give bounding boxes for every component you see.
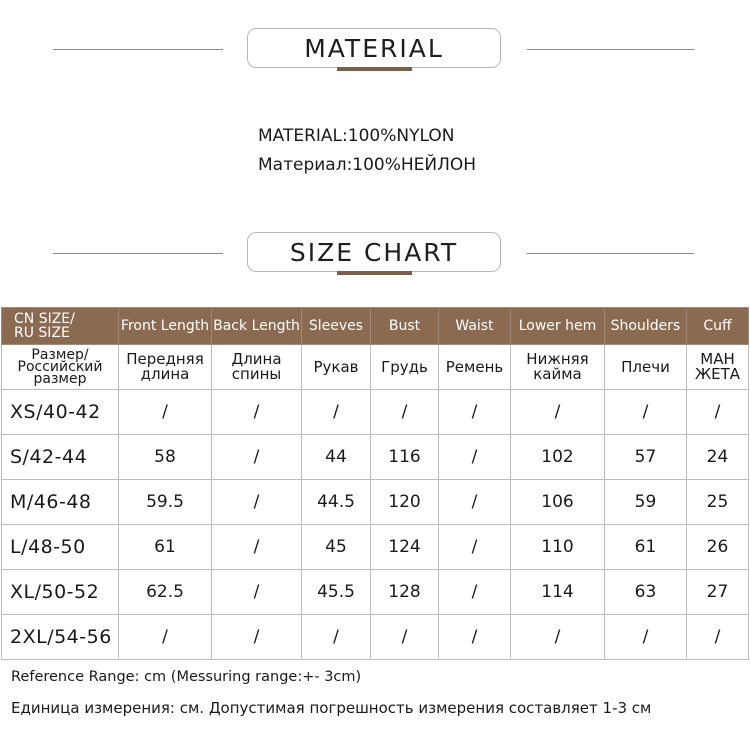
measurement-cell: 25 (687, 480, 749, 525)
size-chart-table (1, 307, 749, 660)
column-header: Bust (371, 308, 439, 345)
measurement-cell: 27 (687, 570, 749, 615)
measurement-cell: / (687, 390, 749, 435)
measurement-cell: / (212, 615, 302, 660)
table-row (2, 615, 749, 660)
column-header-ru: Размер/ Российский размер (2, 345, 119, 390)
table-row (2, 525, 749, 570)
measurement-cell: 114 (511, 570, 605, 615)
measurement-cell: 106 (511, 480, 605, 525)
material-label: Материал: (258, 155, 353, 175)
column-header: Front Length (119, 308, 212, 345)
measurement-cell: 45 (302, 525, 371, 570)
column-header-ru: Грудь (371, 345, 439, 390)
measurement-cell: 57 (605, 435, 687, 480)
header-divider-right (527, 49, 694, 50)
title-accent-bar (337, 271, 412, 275)
material-label: MATERIAL: (258, 126, 348, 146)
header-divider-left (53, 253, 223, 254)
measurement-cell: 45.5 (302, 570, 371, 615)
column-header-ru: Нижняя кайма (511, 345, 605, 390)
column-header: Cuff (687, 308, 749, 345)
column-header: Shoulders (605, 308, 687, 345)
measurement-cell: / (212, 480, 302, 525)
header-divider-right (527, 253, 694, 254)
measurement-cell: 128 (371, 570, 439, 615)
column-header-ru: Передняя длина (119, 345, 212, 390)
measurement-cell: / (605, 390, 687, 435)
measurement-cell: / (687, 615, 749, 660)
column-header-ru: МАН ЖЕТА (687, 345, 749, 390)
measurement-cell: 124 (371, 525, 439, 570)
header-row-en (2, 308, 749, 345)
size-chart-title: SIZE CHART (247, 232, 501, 272)
measurement-cell: 24 (687, 435, 749, 480)
measurement-cell: / (439, 525, 511, 570)
measurement-cell: / (439, 615, 511, 660)
measurement-cell: 116 (371, 435, 439, 480)
measurement-cell: / (439, 570, 511, 615)
measurement-cell: / (212, 525, 302, 570)
measurement-cell: 26 (687, 525, 749, 570)
measurement-cell: 120 (371, 480, 439, 525)
size-cell: XS/40-42 (2, 390, 119, 435)
material-info (258, 122, 476, 180)
size-cell: S/42-44 (2, 435, 119, 480)
measurement-cell: / (605, 615, 687, 660)
table-row (2, 480, 749, 525)
measurement-cell: / (439, 390, 511, 435)
table-row (2, 570, 749, 615)
measurement-cell: / (511, 615, 605, 660)
size-chart-header (0, 232, 750, 276)
column-header: Sleeves (302, 308, 371, 345)
footnote-en: Reference Range: cm (Messuring range:+- 3cm) (11, 669, 362, 685)
footnote-ru: Единица измерения: см. Допустимая погрешность измерения составляет 1-3 см (11, 699, 652, 717)
measurement-cell: 58 (119, 435, 212, 480)
size-cell: M/46-48 (2, 480, 119, 525)
measurement-cell: 44.5 (302, 480, 371, 525)
size-cell: L/48-50 (2, 525, 119, 570)
measurement-cell: / (439, 435, 511, 480)
measurement-cell: 59.5 (119, 480, 212, 525)
material-value: 100%НЕЙЛОН (352, 155, 477, 175)
measurement-cell: 102 (511, 435, 605, 480)
column-header-ru: Длина спины (212, 345, 302, 390)
column-header: Back Length (212, 308, 302, 345)
size-cell: 2XL/54-56 (2, 615, 119, 660)
measurement-cell: / (371, 390, 439, 435)
material-title: MATERIAL (247, 28, 501, 68)
measurement-cell: 61 (119, 525, 212, 570)
measurement-cell: / (119, 615, 212, 660)
measurement-cell: 62.5 (119, 570, 212, 615)
column-header-ru: Рукав (302, 345, 371, 390)
measurement-cell: / (119, 390, 212, 435)
measurement-cell: 59 (605, 480, 687, 525)
column-header: Lower hem (511, 308, 605, 345)
measurement-cell: 44 (302, 435, 371, 480)
size-cell: XL/50-52 (2, 570, 119, 615)
material-line-en (258, 122, 476, 151)
column-header-ru: Плечи (605, 345, 687, 390)
material-header (0, 28, 750, 72)
title-accent-bar (337, 67, 412, 71)
column-header: Waist (439, 308, 511, 345)
table-row (2, 435, 749, 480)
header-divider-left (53, 49, 223, 50)
measurement-cell: / (212, 390, 302, 435)
measurement-cell: / (511, 390, 605, 435)
measurement-cell: / (371, 615, 439, 660)
column-header-ru: Ремень (439, 345, 511, 390)
column-header: CN SIZE/ RU SIZE (2, 308, 119, 345)
measurement-cell: / (302, 390, 371, 435)
measurement-cell: / (302, 615, 371, 660)
material-value: 100%NYLON (347, 126, 455, 146)
measurement-cell: / (212, 570, 302, 615)
header-row-ru (2, 345, 749, 390)
measurement-cell: / (212, 435, 302, 480)
measurement-cell: / (439, 480, 511, 525)
measurement-cell: 61 (605, 525, 687, 570)
material-line-ru (258, 151, 476, 180)
table-row (2, 390, 749, 435)
measurement-cell: 110 (511, 525, 605, 570)
measurement-cell: 63 (605, 570, 687, 615)
